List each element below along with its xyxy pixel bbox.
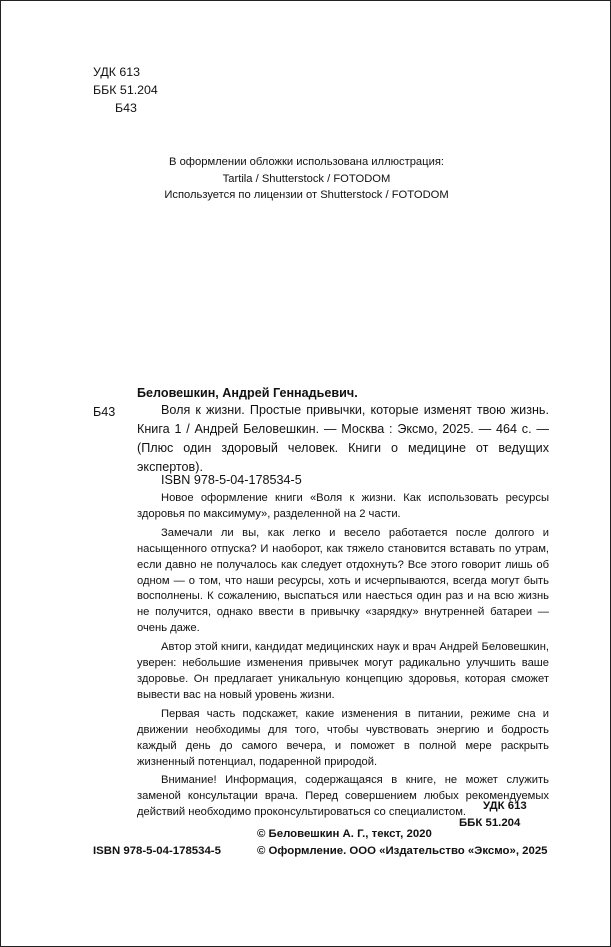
bbk-code: ББК 51.204	[93, 83, 158, 97]
catalog-author: Беловешкин, Андрей Геннадьевич.	[137, 386, 358, 400]
annotation-paragraph: Замечали ли вы, как легко и весело работается после долгого и насыщенного отпуска? И наоборот, как тяжело становится вставать по утрам, если давно не получалось как следует отдохнуть? Все этого говорит лишь об одном — о том, что наши ресурсы, хоть и исчерпываются, всегда могут быть восполнены. К сожалению, выспаться или наесться один раз и на всю жизнь не получится, однако ввести в привычку «зарядку» внутренней батареи — очень даже.	[137, 526, 549, 635]
udk-code: УДК 613	[93, 65, 141, 79]
cover-credits-line2: Tartila / Shutterstock / FOTODOM	[222, 172, 391, 185]
copyright-author: © Беловешкин А. Г., текст, 2020	[257, 828, 432, 840]
cover-credits	[1, 154, 611, 204]
catalog-description: Воля к жизни. Простые привычки, которые изменят твою жизнь. Книга 1 / Андрей Беловешкин. — Москва : Эксмо, 2025. — 464 с. — (Плюс один здоровый человек. Книги о медицине от ведущих экспертов).	[137, 403, 549, 474]
author-mark: Б43	[115, 101, 137, 115]
annotation	[137, 491, 549, 824]
copyright-publisher: © Оформление. ООО «Издательство «Эксмо», 2025	[257, 845, 548, 857]
catalog-isbn: ISBN 978-5-04-178534-5	[161, 473, 302, 487]
cover-credits-line1: В оформлении обложки использована иллюстрация:	[169, 156, 444, 168]
annotation-paragraph: Первая часть подскажет, какие изменения в питании, режиме сна и движении необходимы для того, чтобы чувствовать энергию и бодрость каждый день до самого вечера, и поможет в полной мере раскрыть жизненный потенциал, подаренной природой.	[137, 707, 549, 768]
footer-udk: УДК 613	[483, 800, 527, 812]
cover-credits-line3: Используется по лицензии от Shutterstock / FOTODOM	[164, 189, 449, 201]
footer-isbn: ISBN 978-5-04-178534-5	[93, 845, 221, 857]
annotation-paragraph: Внимание! Информация, содержащаяся в книге, не может служить заменой консультации врача. Перед совершением любых рекомендуемых действий необходимо проконсультироваться со специалистом.	[137, 774, 549, 819]
header-codes	[93, 63, 158, 117]
footer-bbk: ББК 51.204	[459, 817, 521, 829]
catalog-author-mark: Б43	[93, 405, 116, 419]
copyright-block	[257, 826, 548, 860]
annotation-paragraph: Новое оформление книги «Воля к жизни. Как использовать ресурсы здоровья по максимуму», разделенной на 2 части.	[137, 492, 549, 520]
annotation-paragraph: Автор этой книги, кандидат медицинских наук и врач Андрей Беловешкин, уверен: небольшие изменения привычек могут радикально улучшить ваше здоровье. Он предлагает уникальную концепцию здоровья, которая сможет вывести вас на новый уровень жизни.	[137, 641, 549, 701]
